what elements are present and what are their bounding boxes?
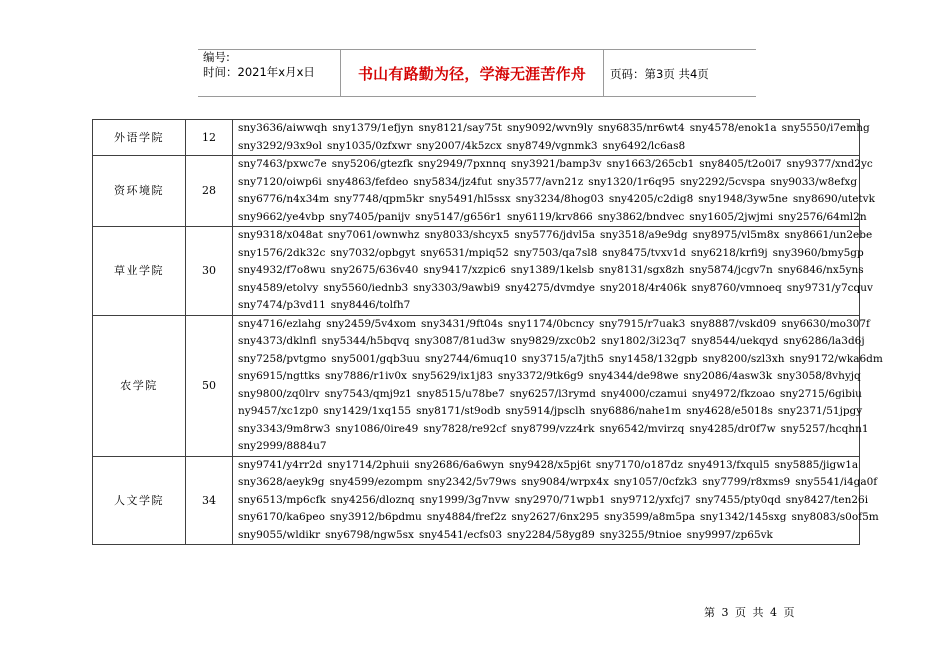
account-id: sny3087/81ud3w [414, 335, 506, 347]
account-line [238, 509, 879, 527]
account-id: sny7120/oiwp6i [238, 175, 322, 188]
roster-body [93, 120, 883, 545]
account-id: sny6846/nx5yns [777, 264, 864, 276]
account-id: sny9800/zq0lrv [238, 387, 320, 400]
account-id: sny1379/1efjyn [332, 122, 414, 134]
account-list-cell [233, 156, 875, 227]
account-line [238, 262, 864, 280]
account-id: sny4205/c2dig8 [608, 193, 694, 205]
footer-page-number: 第 3 页 共 4 页 [704, 606, 796, 619]
account-id: sny6257/l3rymd [509, 387, 596, 400]
account-id: sny9829/zxc0b2 [510, 335, 597, 347]
account-line [238, 492, 869, 510]
account-line [238, 174, 857, 192]
account-id: sny4716/ezlahg [238, 317, 322, 330]
account-line [238, 245, 864, 263]
account-id: sny3715/a7jth5 [521, 352, 604, 365]
account-id: sny8131/sgx8zh [598, 264, 685, 276]
account-id: sny8749/vgnmk3 [506, 139, 598, 152]
account-id: sny1663/265cb1 [606, 158, 695, 170]
count-cell: 30 [186, 227, 233, 316]
account-line [238, 474, 878, 492]
account-id: sny4884/fref2z [426, 511, 507, 523]
account-line [238, 333, 865, 351]
account-id: sny1057/0cfzk3 [613, 476, 698, 488]
account-id: sny2292/5cvspa [680, 175, 766, 188]
table-row [93, 456, 860, 545]
account-id: sny7748/qpm5kr [334, 193, 424, 205]
department-cell: 草业学院 [93, 227, 186, 316]
account-line [238, 368, 861, 386]
account-line [238, 120, 870, 138]
account-id: sny7258/pvtgmo [238, 352, 327, 365]
account-id: sny2284/58yg89 [507, 528, 595, 541]
account-id: sny4578/enok1a [689, 122, 777, 134]
account-id: sny3372/9tk6g9 [497, 370, 584, 382]
department-cell: 资环境院 [93, 156, 186, 227]
account-id: sny9377/xnd2yc [786, 158, 873, 170]
account-id: sny5257/hcqhn1 [780, 422, 869, 435]
account-id: sny9172/wka6dm [789, 352, 883, 365]
account-id: sny8446/tolfh7 [330, 299, 411, 311]
account-list-cell [233, 456, 879, 545]
account-id: sny8427/ten26i [785, 493, 869, 506]
account-id: sny4972/fkzoao [691, 387, 775, 400]
account-id: sny6492/lc6as8 [602, 139, 686, 152]
account-id: sny8121/say75t [418, 122, 503, 134]
account-id: sny6170/ka6peo [238, 511, 325, 523]
account-id: sny2970/71wpb1 [514, 493, 606, 506]
account-id: sny2371/51jpgy [777, 405, 863, 417]
account-id: sny2949/7pxnnq [418, 158, 506, 170]
table-row [93, 156, 860, 227]
account-line [238, 156, 873, 174]
account-id: sny4932/f7o8wu [238, 264, 326, 276]
account-id: sny1174/0bcncy [507, 317, 595, 330]
account-id: sny6218/krfi9j [691, 246, 768, 259]
account-id: sny6542/mvirzq [599, 422, 685, 435]
account-id: sny1948/3yw5ne [698, 193, 788, 205]
account-id: sny9417/xzpic6 [423, 264, 506, 276]
account-id: sny4589/etolvy [238, 281, 319, 294]
department-cell: 外语学院 [93, 120, 186, 156]
account-id: sny9712/yxfcj7 [610, 493, 691, 506]
account-id: sny9428/x5pj6t [509, 458, 591, 471]
account-id: sny5834/jz4fut [413, 175, 493, 188]
account-id: sny1342/145sxg [700, 511, 787, 523]
header-meta [203, 50, 315, 80]
account-id: sny5001/gqb3uu [331, 352, 420, 365]
account-line [238, 297, 857, 315]
account-id: ny9457/xc1zp0 [238, 405, 319, 417]
account-id: sny3058/8vhyjq [777, 370, 861, 382]
table-row [93, 315, 860, 456]
account-line [238, 191, 875, 209]
account-id: sny1086/0ire49 [335, 422, 419, 435]
account-id: sny8083/s0of5m [791, 511, 879, 523]
account-id: sny9662/ye4vbp [238, 210, 325, 223]
account-line [238, 421, 869, 439]
account-id: sny1802/3i23q7 [601, 335, 687, 347]
account-id: sny8887/vskd09 [690, 317, 777, 330]
count-cell: 12 [186, 120, 233, 156]
account-id: sny6531/mpiq52 [420, 246, 509, 259]
account-id: sny5874/jcgv7n [689, 264, 773, 276]
document-number-label: 编号: [203, 50, 230, 64]
count-cell: 50 [186, 315, 233, 456]
account-id: sny3636/aiwwqh [238, 122, 328, 134]
account-id: sny5147/g656r1 [415, 210, 502, 223]
account-id: sny8200/szl3xh [702, 352, 785, 365]
account-id: sny4599/ezompm [329, 476, 423, 488]
account-id: sny1429/1xq155 [323, 405, 412, 417]
account-id: sny7799/r8xms9 [702, 476, 791, 488]
account-id: sny3862/bndvec [597, 210, 685, 223]
account-id: sny6513/mp6cfk [238, 493, 326, 506]
account-id: sny8515/u78be7 [416, 387, 505, 400]
account-id: sny7405/panijv [329, 210, 411, 223]
account-id: sny3303/9awbi9 [413, 281, 501, 294]
account-list-cell [233, 120, 870, 156]
account-id: sny4863/fefdeo [326, 175, 409, 188]
account-id: sny5491/hl5ssx [428, 193, 511, 205]
account-id: sny7455/pty0qd [695, 493, 781, 506]
account-id: sny3921/bamp3v [510, 158, 602, 170]
account-id: sny7463/pxwc7e [238, 158, 327, 170]
account-id: sny2715/6gibiu [780, 387, 862, 400]
account-id: sny1576/2dk32c [238, 246, 326, 259]
account-id: sny5776/jdvl5a [514, 229, 595, 241]
account-id: sny9033/w8efxg [770, 175, 858, 188]
account-id: sny7170/o187dz [595, 458, 683, 471]
document-date: 时间：2021年x月x日 [203, 65, 315, 79]
count-cell: 28 [186, 156, 233, 227]
account-id: sny5885/jigw1a [774, 458, 859, 471]
account-id: sny3577/avn21z [497, 175, 584, 188]
account-id: sny7886/r1iv0x [325, 370, 407, 382]
account-id: sny8033/shcyx5 [424, 229, 510, 241]
account-id: sny8544/uekqyd [691, 335, 779, 347]
header-divider-right [603, 49, 604, 96]
account-line [238, 403, 863, 421]
account-id: sny1999/3g7nvw [419, 493, 510, 506]
account-id: sny2086/4asw3k [683, 370, 773, 382]
account-id: sny8171/st9odb [416, 405, 501, 417]
account-id: sny8405/t2o0i7 [699, 158, 782, 170]
account-id: sny7032/opbgyt [330, 246, 416, 259]
account-id: sny2627/6nx295 [511, 511, 600, 523]
account-id: sny8799/vzz4rk [511, 422, 595, 435]
account-line [238, 351, 883, 369]
account-id: sny3599/a8m5pa [604, 511, 696, 523]
account-list-cell [233, 315, 883, 456]
account-id: sny3431/9ft04s [421, 317, 503, 330]
account-line [238, 209, 867, 227]
account-id: sny4000/czamui [600, 387, 687, 400]
account-id: sny9731/y7cquv [786, 281, 873, 294]
account-id: sny6630/mo307f [781, 317, 870, 330]
account-id: sny3343/9m8rw3 [238, 422, 331, 435]
table-row [93, 120, 860, 156]
account-id: sny2744/6muq10 [424, 352, 517, 365]
account-id: sny5344/h5bqvq [321, 335, 410, 347]
account-id: sny7503/qa7sl8 [513, 246, 598, 259]
account-id: sny2576/64ml2n [778, 210, 867, 223]
account-id: sny1458/132gpb [608, 352, 698, 365]
account-line [238, 316, 870, 334]
department-cell: 农学院 [93, 315, 186, 456]
account-roster-table [92, 119, 883, 545]
account-id: sny6286/la3d6j [783, 335, 865, 347]
account-id: sny7543/qmj9z1 [324, 387, 412, 400]
account-line [238, 227, 873, 245]
account-id: sny2007/4k5zcx [416, 139, 502, 152]
account-id: sny1389/1kelsb [510, 264, 594, 276]
account-id: sny7828/re92cf [423, 422, 507, 435]
account-id: sny6835/nr6wt4 [598, 122, 685, 134]
account-id: sny1605/2jwjmi [689, 210, 774, 223]
account-id: sny2999/8884u7 [238, 440, 327, 452]
account-id: sny4256/dloznq [330, 493, 415, 506]
table-row [93, 227, 860, 316]
account-id: sny4275/dvmdye [505, 281, 595, 294]
department-cell: 人文学院 [93, 456, 186, 545]
account-id: sny9055/wldikr [238, 528, 321, 541]
account-id: sny5629/ix1j83 [411, 370, 493, 382]
account-id: sny5206/gtezfk [331, 158, 414, 170]
account-id: sny6886/nahe1m [590, 405, 682, 417]
account-id: sny3628/aeyk9g [238, 476, 325, 488]
account-id: sny6915/ngttks [238, 370, 321, 382]
account-id: sny8760/vmnoeq [691, 281, 782, 294]
account-id: sny2675/636v40 [330, 264, 419, 276]
header-page-indicator: 页码：第3页 共4页 [610, 67, 709, 81]
account-id: sny1035/0zfxwr [327, 139, 412, 152]
account-id: sny2459/5v4xom [326, 317, 417, 330]
account-id: sny6119/krv866 [507, 210, 593, 223]
account-line [238, 386, 862, 404]
account-id: sny8690/utetvk [792, 193, 875, 205]
account-id: sny7061/ownwhz [327, 229, 420, 241]
account-id: sny7915/r7uak3 [599, 317, 686, 330]
account-id: sny8475/tvxv1d [602, 246, 686, 259]
header-bottom-rule [198, 96, 756, 97]
account-id: sny4373/dklnfl [238, 335, 317, 347]
header-divider-left [340, 49, 341, 96]
account-id: sny8975/vl5m8x [692, 229, 780, 241]
account-id: sny9318/x048at [238, 229, 323, 241]
header-motto: 书山有路勤为径，学海无涯苦作舟 [357, 65, 586, 83]
account-id: sny8661/un2ebe [784, 229, 873, 241]
count-cell: 34 [186, 456, 233, 545]
account-id: sny3255/9tnioe [599, 528, 682, 541]
account-line [238, 280, 873, 298]
account-id: sny2018/4r406k [600, 281, 687, 294]
account-id: sny9741/y4rr2d [238, 458, 323, 471]
account-id: sny7474/p3vd11 [238, 299, 326, 311]
account-line [238, 438, 857, 456]
account-id: sny5541/i4ga0f [795, 476, 878, 488]
account-id: sny9084/wrpx4x [521, 476, 609, 488]
account-id: sny3234/8hog03 [515, 193, 604, 205]
account-id: sny4344/de98we [588, 370, 679, 382]
account-id: sny3960/bmy5gp [772, 246, 864, 259]
account-id: sny5550/i7emhg [781, 122, 870, 134]
account-id: sny1714/2phuii [327, 458, 410, 471]
account-id: sny4628/e5018s [686, 405, 773, 417]
account-id: sny5914/jpsclh [505, 405, 586, 417]
account-id: sny5560/iednb3 [323, 281, 409, 294]
account-list-cell [233, 227, 873, 316]
account-id: sny1320/1r6q95 [588, 175, 676, 188]
account-line [238, 457, 857, 475]
account-id: sny2342/5v79ws [427, 476, 517, 488]
account-id: sny2686/6a6wyn [414, 458, 505, 471]
account-id: sny4541/ecfs03 [418, 528, 503, 541]
account-id: sny6798/ngw5sx [325, 528, 414, 541]
account-id: sny9092/wvn9ly [507, 122, 594, 134]
account-id: sny6776/n4x34m [238, 193, 330, 205]
account-id: sny3912/b6pdmu [329, 511, 422, 523]
account-id: sny3292/93x9ol [238, 139, 322, 152]
account-id: sny3518/a9e9dg [599, 229, 688, 241]
account-id: sny9997/zp65vk [686, 528, 773, 541]
account-line [238, 527, 857, 545]
account-id: sny4913/fxqul5 [687, 458, 770, 471]
account-line [238, 138, 857, 156]
account-id: sny4285/dr0f7w [689, 422, 776, 435]
